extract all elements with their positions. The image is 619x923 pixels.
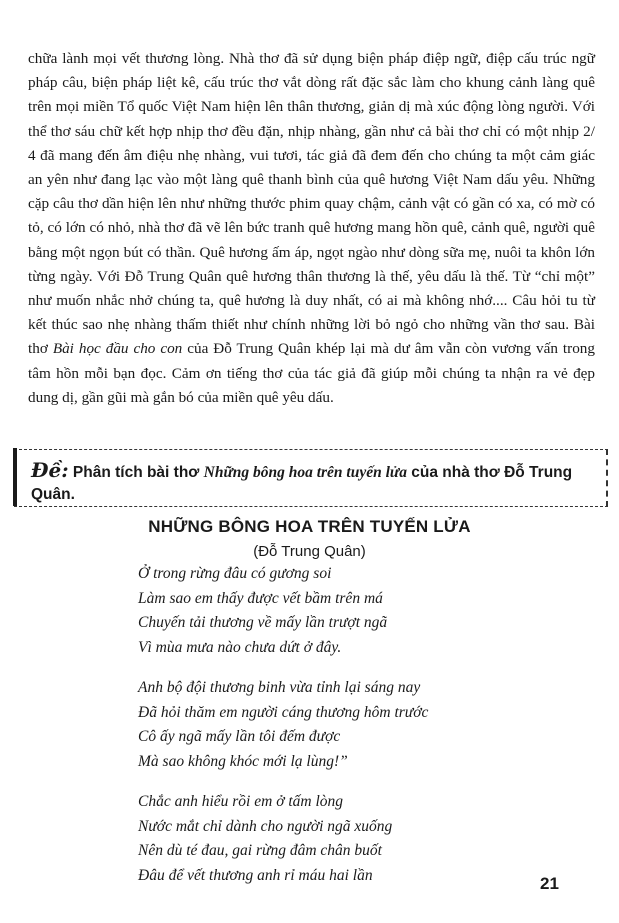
- poem-body: [138, 562, 578, 888]
- prompt-box: [14, 449, 608, 507]
- poem-line: Nên dù té đau, gai rừng đâm chân buốt: [138, 842, 382, 859]
- poem-author: (Đỗ Trung Quân): [253, 543, 366, 560]
- prompt-text-before: Phân tích bài thơ: [68, 464, 204, 481]
- prompt-label: Đề:: [31, 458, 69, 482]
- stanza-gap: [138, 660, 578, 676]
- stanza-gap: [138, 774, 578, 790]
- poem-line: Vì mùa mưa nào chưa dứt ở đây.: [138, 638, 342, 656]
- prompt-text: [31, 459, 591, 506]
- poem-line: Ở trong rừng đâu có gương soi: [138, 565, 332, 582]
- poem-line: Nước mắt chỉ dành cho người ngã xuống: [138, 817, 393, 835]
- poem-line: Đâu để vết thương anh rỉ máu hai lần: [138, 866, 373, 884]
- essay-text-part2: của Đỗ Trung Quân khép lại mà dư âm vẫn còn vương vấn trong tâm hồn mỗi bạn đọc. Cảm ơn tiếng thơ của tác giả đã giúp mỗi chúng ta nhận ra vẻ đẹp dung dị, gần gũi mà gắn bó của miền quê yêu dấu.: [28, 340, 595, 406]
- poem-line: Mà sao không khóc mới lạ lùng!”: [138, 752, 348, 770]
- poem-title: NHỮNG BÔNG HOA TRÊN TUYẾN LỬA: [148, 517, 471, 536]
- poem-line: Cô ấy ngã mấy lần tôi đếm được: [138, 728, 341, 745]
- page-number: 21: [540, 874, 559, 893]
- essay-text-part1: chữa lành mọi vết thương lòng. Nhà thơ đã sử dụng biện pháp điệp ngữ, điệp cấu trúc ngữ pháp câu, biện pháp liệt kê, cấu trúc thơ vắt dòng rất đặc sắc làm cho khung cảnh làng quê trên mọi miền Tổ quốc Việt Nam hiện lên thân thương, giản dị mà xúc động lòng người. Với thể thơ sáu chữ kết hợp nhịp thơ đều đặn, nhịp nhàng, gần như cả bài thơ chỉ có một nhịp 2/ 4 đã mang đến âm điệu nhẹ nhàng, vui tươi, tác giả đã đem đến cho chúng ta một cảm giác an yên như đang lạc vào một làng quê thanh bình của quê hương Việt Nam dấu yêu. Những cặp câu thơ dần hiện lên như những thước phim quay chậm, cảnh vật có gần có xa, có mờ có tỏ, có lớn có nhỏ, nhà thơ đã vẽ lên bức tranh quê hương mang hồn quê, cảnh quê, người quê bằng một ngọn bút có thần. Quê hương ấm áp, ngọt ngào như dòng sữa mẹ, nuôi ta khôn lớn từng ngày. Với Đỗ Trung Quân quê hương thân thương là thế, yêu dấu là thế. Từ “chỉ một” như muốn nhắc nhở chúng ta, quê hương là duy nhất, có ai mà không nhớ.... Câu hỏi tu từ kết thúc sao nhẹ nhàng thấm thiết như chính những lời bỏ ngỏ cho những vần thơ sau. Bài thơ: [28, 50, 595, 358]
- poem-line: Làm sao em thấy được vết bầm trên má: [138, 589, 383, 607]
- prompt-box-corner: [13, 448, 31, 506]
- poem-line: Đã hỏi thăm em người cáng thương hôm trước: [138, 703, 429, 721]
- poem-line: Chắc anh hiểu rồi em ở tấm lòng: [138, 793, 344, 810]
- essay-paragraph: [28, 47, 595, 410]
- poem-line: Anh bộ đội thương binh vừa tỉnh lại sáng nay: [138, 679, 421, 696]
- essay-poem-title: Bài học đầu cho con: [52, 340, 183, 358]
- poem-line: Chuyến tải thương về mấy lần trượt ngã: [138, 614, 388, 631]
- prompt-poem-title: Những bông hoa trên tuyến lửa: [203, 464, 407, 481]
- prompt-text-after: của nhà thơ Đỗ Trung Quân.: [31, 464, 573, 503]
